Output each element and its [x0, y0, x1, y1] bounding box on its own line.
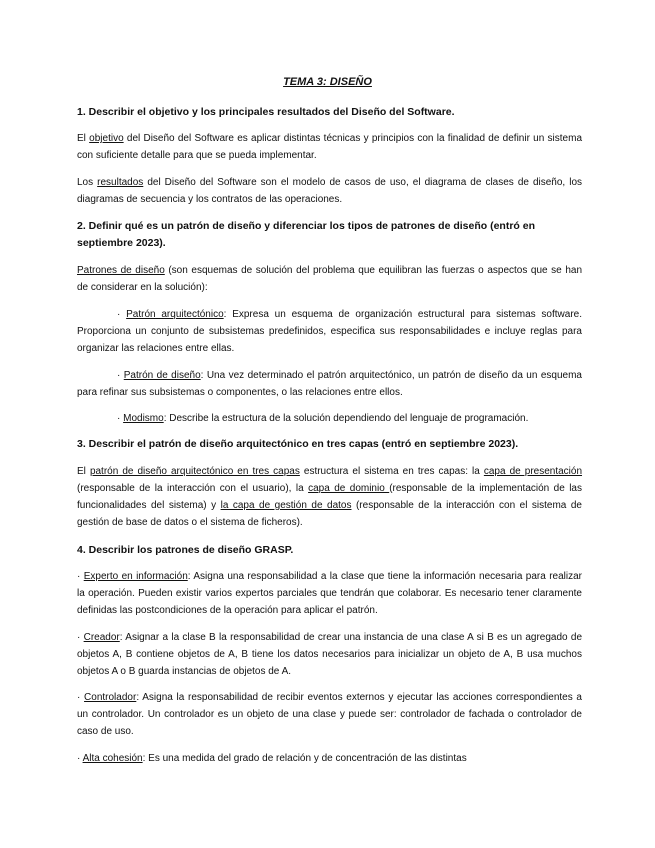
text-run: : Es una medida del grado de relación y de concentración de las distintas: [142, 753, 467, 764]
question-1-paragraph-objective: [77, 130, 582, 164]
text-run: El: [77, 133, 90, 144]
text-run: (responsable de la interacción con el usuario), la: [77, 483, 309, 494]
text-run: (responsable de la interacción con el sistema de gestión de base de datos o el sistema de ficheros).: [77, 500, 582, 528]
text-run: (responsable de la implementación de las funcionalidades del sistema) y: [77, 483, 582, 511]
term-controlador: Controlador: [84, 692, 137, 703]
question-2-intro: [77, 262, 582, 296]
text-run: : Asignar a la clase B la responsabilidad de crear una instancia de una clase A si B es un agregado de objetos A, B contiene objetos de A, B tiene los datos necesarios para inicializar un objeto de A, B usa muchos objetos A o B guarda instancias de objetos de A.: [77, 632, 582, 677]
bullet: ·: [117, 370, 124, 381]
question-4-heading: 4. Describir los patrones de diseño GRASP.: [77, 544, 294, 556]
text-run: : Expresa un esquema de organización estructural para sistemas software. Proporciona un conjunto de subsistemas predefinidos, especifica sus responsabilidades e incluye reglas para organizar las relaciones entre ellas.: [77, 309, 582, 354]
text-run: : Asigna una responsabilidad a la clase que tiene la información necesaria para realizar la operación. Pueden existir varios expertos parciales que tendrán que colaborar. Es necesario tener claramente definidas las postcondiciones de la operación para aplicar el patrón.: [77, 571, 582, 616]
question-2-item-modismo: [77, 410, 582, 427]
bullet: ·: [117, 413, 124, 424]
bullet: ·: [77, 571, 84, 582]
question-4-item-experto: [77, 568, 582, 619]
page-title: TEMA 3: DISEÑO: [283, 76, 372, 88]
text-run: : Una vez determinado el patrón arquitectónico, un patrón de diseño da un esquema para refinar sus subsistemas o componentes, o las relaciones entre ellos.: [77, 370, 582, 398]
text-run: del Diseño del Software son el modelo de casos de uso, el diagrama de clases de diseño, los diagramas de secuencia y los contratos de las operaciones.: [77, 177, 583, 205]
term-objetivo: objetivo: [89, 133, 124, 144]
text-run: Los: [77, 177, 98, 188]
text-run: del Diseño del Software es aplicar distintas técnicas y principios con la finalidad de definir un sistema con suficiente detalle para que se pueda implementar.: [77, 133, 583, 161]
question-2-item-arquitectonico: [77, 306, 582, 357]
term-creador: Creador: [83, 632, 120, 643]
question-4-item-controlador: [77, 689, 582, 740]
text-run: El: [77, 466, 90, 477]
text-run: : Describe la estructura de la solución dependiendo del lenguaje de programación.: [163, 413, 529, 424]
term-patrones-de-diseno: Patrones de diseño: [77, 265, 165, 276]
term-patron-arquitectonico: Patrón arquitectónico: [126, 309, 224, 320]
bullet: ·: [77, 692, 85, 703]
question-1-heading: 1. Describir el objetivo y los principales resultados del Diseño del Software.: [77, 106, 455, 118]
term-capa-gestion-datos: la capa de gestión de datos: [220, 500, 352, 511]
term-patron-de-diseno: Patrón de diseño: [123, 370, 201, 381]
text-run: : Asigna la responsabilidad de recibir eventos externos y ejecutar las acciones correspondientes a un controlador. Un controlador es un objeto de una clase y puede ser: controlador de fachada o controlador de caso de uso.: [77, 692, 582, 737]
question-3-paragraph: [77, 463, 582, 531]
term-capa-dominio: capa de dominio: [308, 483, 390, 494]
term-modismo: Modismo: [123, 413, 164, 424]
question-1-paragraph-results: [77, 174, 582, 208]
question-3-heading: 3. Describir el patrón de diseño arquitectónico en tres capas (entró en septiembre 2023).: [77, 438, 519, 450]
question-4-item-alta-cohesion: [77, 750, 582, 767]
bullet: ·: [117, 309, 127, 320]
question-2-item-diseno: [77, 367, 582, 401]
question-4-item-creador: [77, 629, 582, 680]
term-alta-cohesion: Alta cohesión: [82, 753, 143, 764]
term-experto-informacion: Experto en información: [83, 571, 188, 582]
term-resultados: resultados: [97, 177, 144, 188]
text-run: (son esquemas de solución del problema que equilibran las fuerzas o aspectos que se han de considerar en la solución):: [77, 265, 583, 293]
bullet: ·: [77, 632, 84, 643]
question-2-heading: 2. Definir qué es un patrón de diseño y diferenciar los tipos de patrones de diseño (entró en septiembre 2023).: [77, 220, 536, 249]
term-tres-capas: patrón de diseño arquitectónico en tres capas: [89, 466, 300, 477]
term-capa-presentacion: capa de presentación: [483, 466, 583, 477]
text-run: estructura el sistema en tres capas: la: [299, 466, 484, 477]
bullet: ·: [77, 753, 83, 764]
